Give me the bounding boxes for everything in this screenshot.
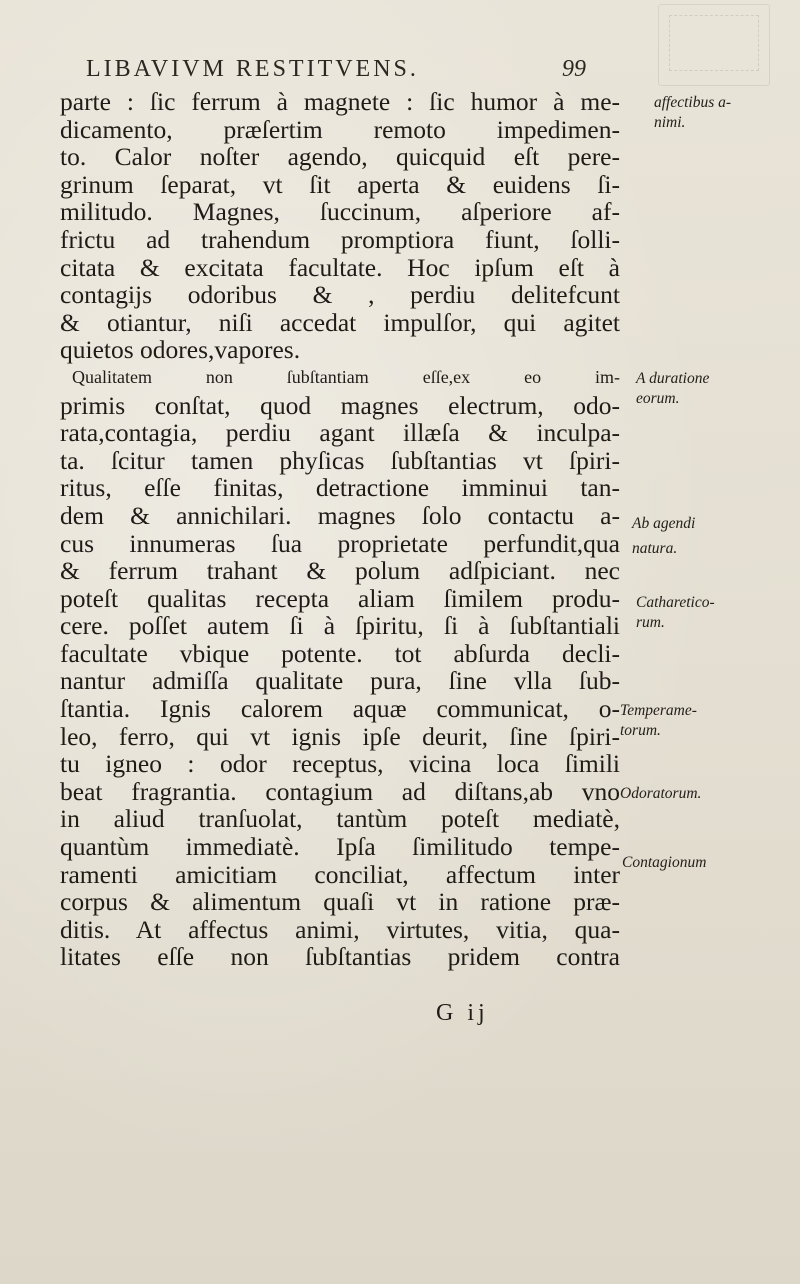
text-line: contagijs odoribus & , perdiu delitefcunt: [60, 280, 620, 310]
text-line: facultate vbique potente. tot abſurda decli-: [60, 638, 620, 668]
text-line: militudo. Magnes, ſuccinum, aſperiore af-: [60, 197, 620, 227]
margin-note: Catharetico-: [636, 594, 715, 611]
margin-note: A duratione: [636, 370, 710, 387]
text-line: beat fragrantia. contagium ad diſtans,ab vno: [60, 776, 620, 806]
text-line: rata,contagia, perdiu agant illæſa & inculpa-: [60, 418, 620, 448]
text-line: tu igneo : odor receptus, vicina loca ſimili: [60, 749, 620, 779]
text-line: nantur admiſſa qualitate pura, ſine vlla ſub-: [60, 666, 620, 696]
text-line: grinum ſeparat, vt ſit aperta & euidens ſi-: [60, 169, 620, 199]
text-line: ramenti amicitiam conciliat, affectum inter: [60, 859, 620, 889]
margin-note: nimi.: [654, 114, 686, 131]
text-line: parte : ſic ferrum à magnete : ſic humor à me-: [60, 87, 620, 116]
margin-note: Temperame-: [620, 702, 697, 719]
text-line: Qualitatem non ſubſtantiam eſſe,ex eo im-: [72, 366, 620, 387]
text-line: primis conſtat, quod magnes electrum, odo-: [60, 390, 620, 420]
running-header: [86, 56, 586, 83]
text-line: poteſt qualitas recepta aliam ſimilem produ-: [60, 583, 620, 613]
text-line: ritus, eſſe finitas, detractione imminui tan-: [60, 473, 620, 503]
text-line: frictu ad trahendum promptiora fiunt, ſolli-: [60, 224, 620, 254]
text-line: dem & annichilari. magnes ſolo contactu a-: [60, 500, 620, 530]
text-line: cere. poſſet autem ſi à ſpiritu, ſi à ſubſtantiali: [60, 611, 620, 641]
margin-note: Ab agendi: [632, 515, 696, 532]
text-line: citata & excitata facultate. Hoc ipſum eſt à: [60, 252, 620, 282]
text-line: litates eſſe non ſubſtantias pridem contra: [60, 942, 620, 972]
body-text: [60, 88, 620, 971]
library-stamp: [658, 4, 770, 86]
text-line: & ferrum trahant & polum adſpiciant. nec: [60, 556, 620, 586]
margin-note: affectibus a-: [654, 94, 732, 111]
margin-note: eorum.: [636, 390, 680, 407]
text-line: ta. ſcitur tamen phyſicas ſubſtantias vt ſpiri-: [60, 445, 620, 475]
text-line: quietos odores,vapores.: [60, 335, 301, 365]
text-line: to. Calor noſter agendo, quicquid eſt pere-: [60, 142, 620, 172]
margin-note: torum.: [620, 722, 661, 739]
text-line: cus innumeras ſua proprietate perfundit,qua: [60, 528, 620, 558]
text-line: leo, ferro, qui vt ignis ipſe deurit, ſine ſpiri-: [60, 721, 620, 751]
text-line: in aliud tranſuolat, tantùm poteſt mediatè,: [60, 804, 620, 834]
text-line: ditis. At affectus animi, virtutes, vitia, qua-: [60, 914, 620, 944]
text-line: corpus & alimentum quaſi vt in ratione præ-: [60, 887, 620, 917]
text-line: quantùm immediatè. Ipſa ſimilitudo tempe-: [60, 832, 620, 862]
margin-note: rum.: [636, 614, 665, 631]
margin-note: Odoratorum.: [620, 785, 702, 802]
text-line: & otiantur, niſi accedat impulſor, qui agitet: [60, 307, 620, 337]
header-title: LIBAVIVM RESTITVENS.: [86, 56, 419, 82]
margin-note: natura.: [632, 540, 678, 557]
page-number: 99: [562, 56, 586, 82]
margin-note: Contagionum: [622, 854, 707, 871]
text-line: ſtantia. Ignis calorem aquæ communicat, o-: [60, 694, 620, 724]
signature-mark: G ij: [436, 1000, 489, 1026]
text-line: dicamento, præſertim remoto impedimen-: [60, 114, 620, 144]
